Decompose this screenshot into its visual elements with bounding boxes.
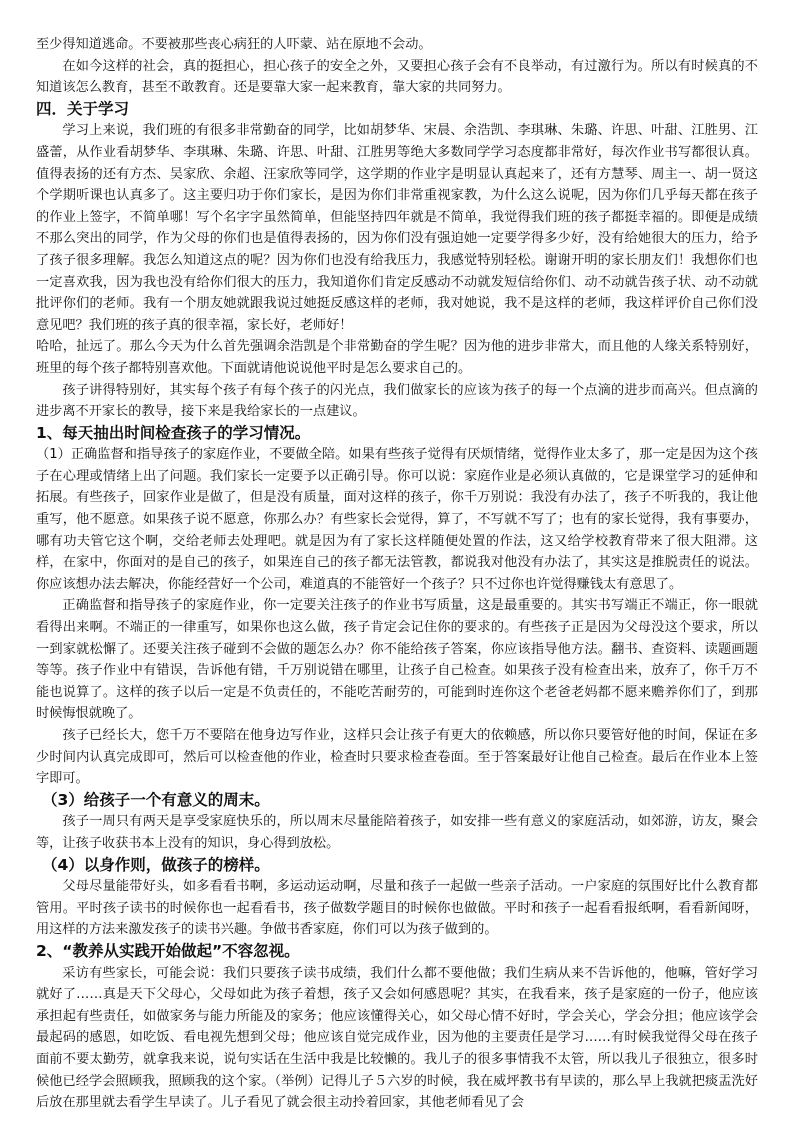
heading-check-learning: 1、每天抽出时间检查孩子的学习情况。 [36,423,311,442]
paragraph-intro: 至少得知道逃命。不要被那些丧心病狂的人吓蒙、站在原地不会动。 [36,37,432,52]
paragraph-role-model: 父母尽量能带好头，如多看看书啊，多运动运动啊，尽量和孩子一起做一些亲子活动。一户家庭的氛围好比什么教育都管用。平时孩子读书的时候你也一起看看书，孩子做数学题目的时候你也做做。平时和孩子一起看看报纸啊，看看新闻呀，用这样的方法来激发孩子的读书兴趣。争做书香家庭，你们可以为孩子做到的。 [36,879,758,938]
paragraph-independence: 孩子已经长大，您千万不要陪在他身边写作业，这样只会让孩子有更大的依赖感，所以你只要管好他的时间，保证在多少时间内认真完成即可，然后可以检查他的作业，检查时只要求检查卷面。至于答案最好让他自己检查。最后在作业本上签字即可。 [36,728,758,787]
paragraph-weekend: 孩子一周只有两天是享受家庭快乐的，所以周末尽量能陪着孩子，如安排一些有意义的家庭活动，如郊游，访友，聚会等，让孩子收获书本上没有的知识，身心得到放松。 [36,814,758,851]
paragraph-digression: 哈哈，扯远了。那么今天为什么首先强调余浩凯是个非常勤奋的学生呢？因为他的进步非常大，而且他的人缘关系特别好，班里的每个孩子都特别喜欢他。下面就请他说说他平时是怎么要求自己的。 [36,339,758,376]
heading-role-model: （4）以身作则，做孩子的榜样。 [42,855,270,874]
paragraph-safety: 在如今这样的社会，真的挺担心，担心孩子的安全之外，又要担心孩子会有不良举动，有过激行为。所以有时候真的不知道该怎么教育，甚至不敢教育。还是要靠大家一起来教育，靠大家的共同努力。 [36,58,758,96]
paragraph-writing-quality: 正确监督和指导孩子的家庭作业，你一定要关注孩子的作业书写质量，这是最重要的。其实书写端正不端正，你一眼就看得出来啊。不端正的一律重写，如果你也这么做，孩子肯定会记住你的要求的。有些孩子正是因为父母没这个要求，所以一到家就松懈了。还要关注孩子碰到不会做的题怎么办？你不能给孩子答案，你应该指导他方法。翻书、查资料、读题画题等等。孩子作业中有错误，告诉他有错，千万别说错在哪里，让孩子自己检查。如果孩子没有检查出来，放弃了，你千万不能也说算了。这样的孩子以后一定是不负责任的，不能吃苦耐劳的，可能到时连你这个老爸老妈都不愿来赡养你们了，到那时候悔恨就晚了。 [36,598,758,722]
heading-meaningful-weekend: （3）给孩子一个有意义的周末。 [42,790,270,809]
paragraph-practice: 采访有些家长，可能会说：我们只要孩子读书成绩，我们什么都不要他做；我们生病从来不告诉他的，他嘛，管好学习就好了……真是天下父母心，父母如此为孩子着想，孩子又会如何感恩呢？其实，在我看来，孩子是家庭的一份子，他应该承担起有些责任，如做家务与能力所能及的家务；他应该懂得关心，如父母心情不好时，学会关心，学会分担；他应该学会最起码的感恩，如吃饭、看电视先想到父母；他应该自觉完成作业，因为他的主要责任是学习……有时候我觉得父母在孩子面前不要太勤劳，就拿我来说，说句实话在生活中我是比较懒的。我儿子的很多事情我不太管，所以我儿子很独立，很多时候他已经学会照顾我，照顾我的这个家。（举例）记得儿子５六岁的时候，我在威坪教书有早读的，那么早上我就把痰盂洗好后放在那里就去看学生早读了。儿子看见了就会很主动拎着回家，其他老师看见了会 [36,965,758,1111]
section-heading-learning: 四．关于学习 [36,99,130,118]
paragraph-homework-supervision: （1）正确监督和指导孩子的家庭作业，不要做全陪。如果有些孩子觉得有厌烦情绪，觉得作业太多了，那一定是因为这个孩子在心理或情绪上出了问题。我们家长一定要予以正确引导。你可以说：家庭作业是必须认真做的，它是课堂学习的延伸和拓展。有些孩子，回家作业是做了，但是没有质量，面对这样的孩子，你千万别说：我没有办法了，孩子不听我的，我让他重写，他不愿意。如果孩子说不愿意，你那么办？有些家长会觉得，算了，不写就不写了；也有的家长觉得，我有事要办，哪有功夫管它这个啊，交给老师去处理吧。就是因为有了家长这样随便处置的作法，这又给学校教育带来了很大阻滞。这样，在家中，你面对的是自己的孩子，如果连自己的孩子都无法管教，都说我对他没有办法了，其实这是推脱责任的说法。你应该想办法去解决，你能经营好一个公司，难道真的不能管好一个孩子？只不过你也许觉得赚钱太有意思了。 [36,447,758,592]
heading-practice: 2、“教养从实践开始做起”不容忽视。 [36,941,300,960]
paragraph-suggestions: 孩子讲得特别好，其实每个孩子有每个孩子的闪光点，我们做家长的应该为孩子的每一个点滴的进步而高兴。但点滴的进步离不开家长的教导，接下来是我给家长的一点建议。 [36,382,758,420]
paragraph-diligent-students: 学习上来说，我们班的有很多非常勤奋的同学，比如胡梦华、宋晨、余浩凯、李琪琳、朱璐、许思、叶甜、江胜男、江盛蕾，从作业看胡梦华、李琪琳、朱璐、许思、叶甜、江胜男等绝大多数同学学习态度都非常好，每次作业书写都很认真。值得表扬的还有方杰、吴家欣、余超、汪家欣等同学，这学期的作业字是明显认真起来了，还有方慧琴、周主一、胡一贤这个学期听课也认真多了。这主要归功于你们家长，是因为你们非常重视家教，为什么这么说呢，因为你们几乎每天都在孩子的作业上签字，不简单哪！写个名字字虽然简单，但能坚持四年就是不简单，我觉得我们班的孩子都挺幸福的。即便是成绩不那么突出的同学，作为父母的你们也是值得表扬的，因为你们没有强迫她一定要学得多少好，没有给她很大的压力，给予了孩子很多理解。我怎么知道这点的呢？因为你们也没有给我压力，我感觉特别轻松。谢谢开明的家长朋友们！我想你们也一定喜欢我，因为我也没有给你们很大的压力，我知道你们肯定反感动不动就发短信给你们、动不动就告孩子状、动不动就批评你们的老师。我有一个朋友她就跟我说过她挺反感这样的老师，我对她说，我不是这样的老师，我这样评价自己你们没意见吧？我们班的孩子真的很幸福，家长好，老师好！ [36,123,758,333]
